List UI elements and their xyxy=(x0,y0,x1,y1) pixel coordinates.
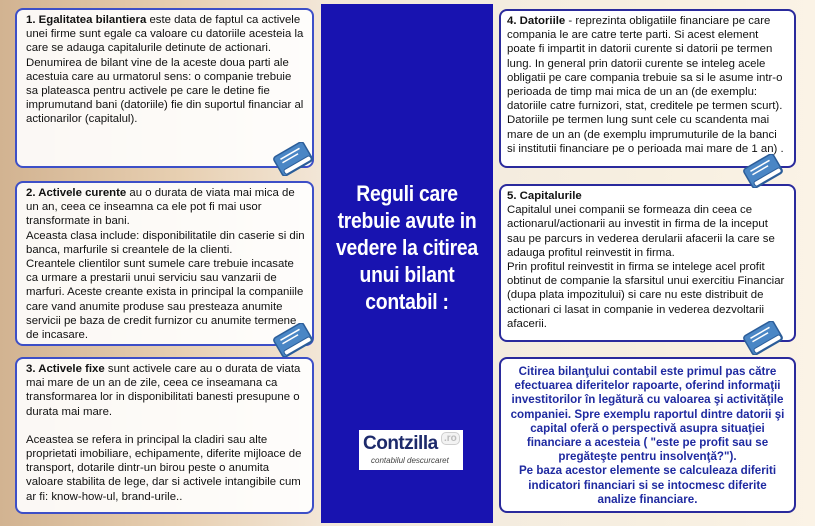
box4-title: 4. Datoriile xyxy=(507,15,566,27)
box1-paragraph-2: Denumirea de bilant vine de la aceste doua parti ale acestuia care au urmatorul sens: o companie trebuie sa plateasca pentru activele pe care le detine fie imprumutand bani (datoriile) fie din suportul financiar al actionarilor (capitalul). xyxy=(26,56,304,126)
box4-paragraph-3: Datoriile pe termen lung sunt cele cu scandenta mai mare de un an (de exemplu imprumuturile de la banci si institutii financiare pe o perioada mai mare de 1 an) . xyxy=(507,114,784,155)
logo-name: Contzilla xyxy=(363,433,438,454)
box6-paragraph-1: Citirea bilanţului contabil este primul pas către efectuarea diferitelor rapoarte, oferind informaţii investitorilor în legătură cu valoarea şi activităţile companiei. Spre exemplu raportul dintre datorii şi capital oferă o perspectivă asupra situaţiei financiare a acesteia ( "este pe profit sau se pregăteşte pentru insolvenţă?"). xyxy=(510,365,785,464)
box5-paragraph-2: Prin profitul reinvestit in firma se intelege acel profit obtinut de companie la sfarsitul unui exercitiu Financiar (dupa plata impozitului) si care nu este distribuit de actionari ci lasat in companie in vederea dezvoltarii afacerii. xyxy=(507,261,785,330)
main-title: Reguli care trebuie avute in vedere la citirea unui bilant contabil : xyxy=(336,181,478,314)
info-box-capitalurile xyxy=(499,184,796,342)
logo-tagline: contabilul descurcaret xyxy=(371,456,449,465)
box2-paragraph-3: Creantele clientilor sunt sumele care trebuie incasate ca urmare a prestarii unui serviciu sau vanzarii de marfuri. Aceste creante exista in principal la companiile care vand anumite produse sau presteaza anumite servicii pe baza de credit furnizor cu anumite termene de incasare. xyxy=(26,258,304,342)
box4-paragraph-2: datoriile catre furnizori, stat, creditele pe termen scurt). xyxy=(507,100,783,113)
book-icon xyxy=(270,323,316,357)
contzilla-logo[interactable] xyxy=(359,430,463,470)
info-box-activele-curente xyxy=(15,181,314,346)
box2-paragraph-1: 2. Activele curente au o durata de viata mai mica de un an, ceea ce inseamna ca ele pot fi mai usor transformate in bani. xyxy=(26,187,295,228)
box2-title: 2. Activele curente xyxy=(26,187,127,199)
box5-title-line xyxy=(507,189,788,203)
box2-paragraph-2: Aceasta clasa include: disponibilitatile din caserie si din banca, marfurile si creantele de la clienti. xyxy=(26,229,305,256)
box1-paragraph-1: 1. Egalitatea bilantiera este data de faptul ca activele unei firme sunt egale ca valoare cu datoriile acesteia la care se adauga capitalurile detinute de actionari. xyxy=(26,14,304,55)
box4-paragraph-1: 4. Datoriile - reprezinta obligatiile financiare pe care compania le are catre terte parti. Si acest element poate fi impartit in datorii curente si datorii pe termen lung. In general prin datorii curente se inteleg acele obligatii pe care compania trebuie sa si le asume intr-o perioada de timp mai mica de un an (de exemplu: xyxy=(507,15,783,99)
book-icon xyxy=(740,321,786,355)
center-panel xyxy=(321,4,493,523)
box1-title: 1. Egalitatea bilantiera xyxy=(26,14,147,26)
box3-title: 3. Activele fixe xyxy=(26,363,105,375)
box5-paragraph-1: Capitalul unei companii se formeaza din ceea ce actionarul/actionarii au investit in firma de la inceput sau pe parcurs in vederea derularii afacerii la care se adauga profitul reinvestit in firma. xyxy=(507,204,775,259)
box3-paragraph-1: 3. Activele fixe sunt activele care au o durata de viata mai mare de un an de zile, ceea ce inseamana ca transformarea lor in disponibilitati banesti presupune o durata mai mare. xyxy=(26,363,301,418)
info-box-datoriile xyxy=(499,9,796,168)
info-box-citirea-bilantului xyxy=(499,357,796,513)
logo-tld: .ro xyxy=(441,432,460,445)
book-icon xyxy=(740,154,786,188)
box6-paragraph-2: Pe baza acestor elemente se calculeaza diferiti indicatori financiari si se intocmesc diferite analize financiare. xyxy=(518,464,777,506)
info-box-activele-fixe xyxy=(15,357,314,514)
box3-paragraph-2: Aceastea se refera in principal la cladiri sau alte proprietati imobiliare, echipamente, diferite mijloace de transport, dotarile dintr-un birou peste o anumita valoare stabilita de lege, dar si activele intangibile cum ar fi: know-how-ul, brand-urile.. xyxy=(26,433,302,503)
box5-title: 5. Capitalurile xyxy=(507,190,582,202)
book-icon xyxy=(270,142,316,176)
